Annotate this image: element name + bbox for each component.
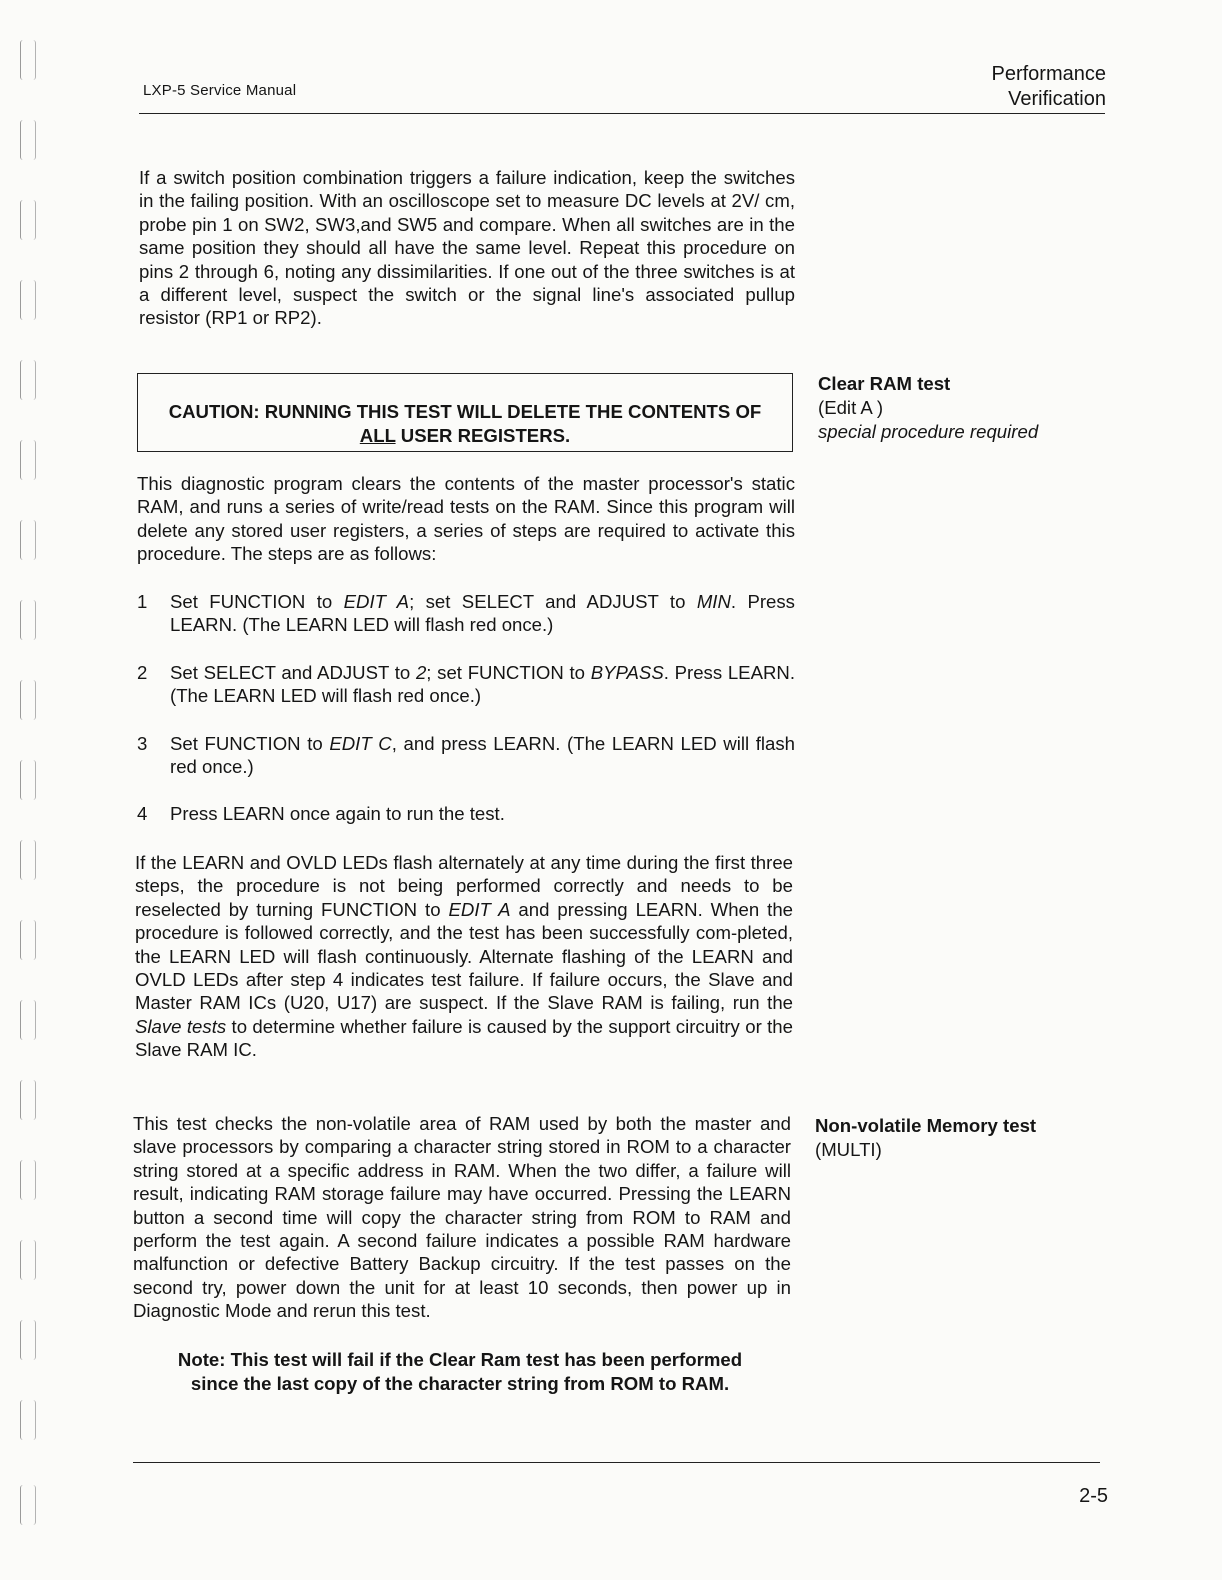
clear-ram-sidebar [818,372,1038,444]
nvm-title: Non-volatile Memory test [815,1115,1037,1136]
section-title-line1: Performance [991,63,1106,85]
step-text: Press LEARN once again to run the test. [170,803,505,824]
header-rule [139,113,1105,114]
footer-rule [133,1462,1100,1463]
step-number: 3 [137,733,148,754]
clear-ram-intro: This diagnostic program clears the contents of the master processor's static RAM, and runs a series of write/read tests on the RAM. Since this program will delete any stored user registers, a series of steps are required to activate this procedure. The steps are as follows: [137,473,795,565]
manual-title: LXP-5 Service Manual [143,82,297,99]
nvm-body: This test checks the non-volatile area of RAM used by both the master and slave processors by comparing a character string stored in ROM to a character string stored at a specific address in RAM. When the two differ, a failure will result, indicating RAM storage failure may have occurred. Pressing the LEARN button a second time will copy the character string from ROM to RAM and perform the test again. A second failure indicates a possible RAM hardware malfunction or defective Battery Backup circuitry. If the test passes on the second try, power down the unit for at least 10 seconds, then power up in Diagnostic Mode and rerun this test. [133,1113,791,1322]
nvm-note [140,1348,780,1396]
nvm-note-line1: Note: This test will fail if the Clear Ram test has been performed [177,1349,743,1370]
step-1 [137,590,795,637]
clear-ram-mode: (Edit A ) [818,397,884,418]
step-text: Set FUNCTION to EDIT A; set SELECT and ADJUST to MIN. Press LEARN. (The LEARN LED will flash red once.) [170,591,795,636]
caution-rest: USER REGISTERS. [395,425,571,446]
section-title [992,62,1107,112]
step-text: Set SELECT and ADJUST to 2; set FUNCTION to BYPASS. Press LEARN. (The LEARN LED will flash red once.) [170,662,796,707]
caution-line2 [138,424,792,448]
caution-box [137,373,793,452]
step-text: Set FUNCTION to EDIT C, and press LEARN. (The LEARN LED will flash red once.) [170,733,795,778]
clear-ram-note: special procedure required [818,421,1039,442]
page-number: 2-5 [1079,1485,1108,1507]
step-number: 2 [137,662,148,683]
step-number: 1 [137,591,148,612]
step-2 [137,661,795,708]
step-4 [137,802,795,825]
nvm-sidebar [815,1114,1036,1162]
clear-ram-result: If the LEARN and OVLD LEDs flash alternately at any time during the first three steps, the procedure is not being performed correctly and needs to be reselected by turning FUNCTION to EDIT A and pressing LEARN. When the procedure is followed correctly, and the test has been successfully com-pleted, the LEARN LED will flash continuously. Alternate flashing of the LEARN and OVLD LEDs after step 4 indicates test failure. If failure occurs, the Slave and Master RAM ICs (U20, U17) are suspect. If the Slave RAM is failing, run the Slave tests to determine whether failure is caused by the support circuitry or the Slave RAM IC. [135,852,794,1061]
clear-ram-title: Clear RAM test [818,373,951,394]
nvm-note-line2: since the last copy of the character string from ROM to RAM. [190,1373,730,1394]
step-number: 4 [137,803,148,824]
caution-line1: CAUTION: RUNNING THIS TEST WILL DELETE THE CONTENTS OF [168,401,762,422]
step-3 [137,732,795,779]
section-title-line2: Verification [1008,88,1106,110]
caution-underlined-word: ALL [359,425,396,446]
intro-paragraph: If a switch position combination triggers a failure indication, keep the switches in the failing position. With an oscilloscope set to measure DC levels at 2V/ cm, probe pin 1 on SW2, SW3,and SW5 and compare. When all switches are in the same position they should all have the same level. Repeat this procedure on pins 2 through 6, noting any dissimilarities. If one out of the three switches is at a different level, suspect the switch or the signal line's associated pullup resistor (RP1 or RP2). [139,167,795,329]
nvm-mode: (MULTI) [815,1139,882,1160]
